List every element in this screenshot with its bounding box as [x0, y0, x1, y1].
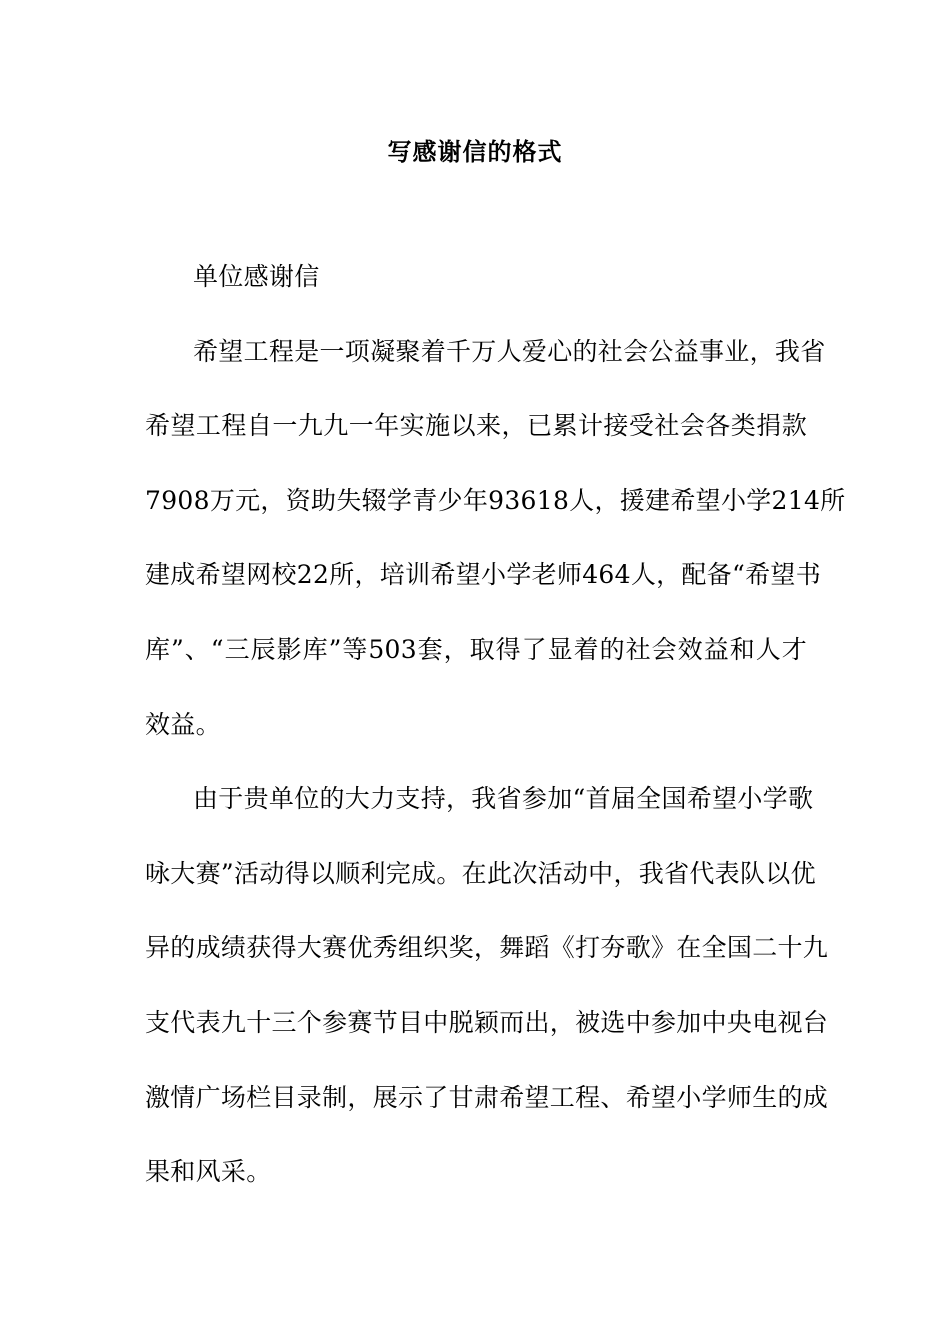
paragraph-line: 激情广场栏目录制，展示了甘肃希望工程、希望小学师生的成 — [145, 1082, 829, 1112]
document-body — [145, 252, 846, 1222]
paragraph-line: 库”、“三辰影库”等503套，取得了显着的社会效益和人才 — [145, 634, 807, 664]
paragraph-line: 7908万元，资助失辍学青少年93618人，援建希望小学214所 — [145, 485, 846, 515]
paragraph-line: 由于贵单位的大力支持，我省参加“首届全国希望小学歌 — [193, 784, 814, 814]
paragraph-line: 支代表九十三个参赛节目中脱颖而出，被选中参加中央电视台 — [145, 1007, 829, 1037]
paragraph-line: 建成希望网校22所，培训希望小学老师464人，配备“希望书 — [145, 560, 822, 590]
salutation-line: 单位感谢信 — [193, 262, 320, 291]
paragraph-line: 果和风采。 — [145, 1157, 272, 1187]
paragraph-line: 效益。 — [145, 709, 221, 739]
document-title: 写感谢信的格式 — [387, 137, 563, 166]
paragraph-line: 希望工程是一项凝聚着千万人爱心的社会公益事业，我省 — [193, 336, 826, 366]
paragraph-line: 咏大赛”活动得以顺利完成。在此次活动中，我省代表队以优 — [145, 858, 816, 888]
paragraph-line: 异的成绩获得大赛优秀组织奖，舞蹈《打夯歌》在全国二十九 — [145, 933, 829, 963]
paragraph-line: 希望工程自一九九一年实施以来，已累计接受社会各类捐款 — [145, 411, 807, 441]
